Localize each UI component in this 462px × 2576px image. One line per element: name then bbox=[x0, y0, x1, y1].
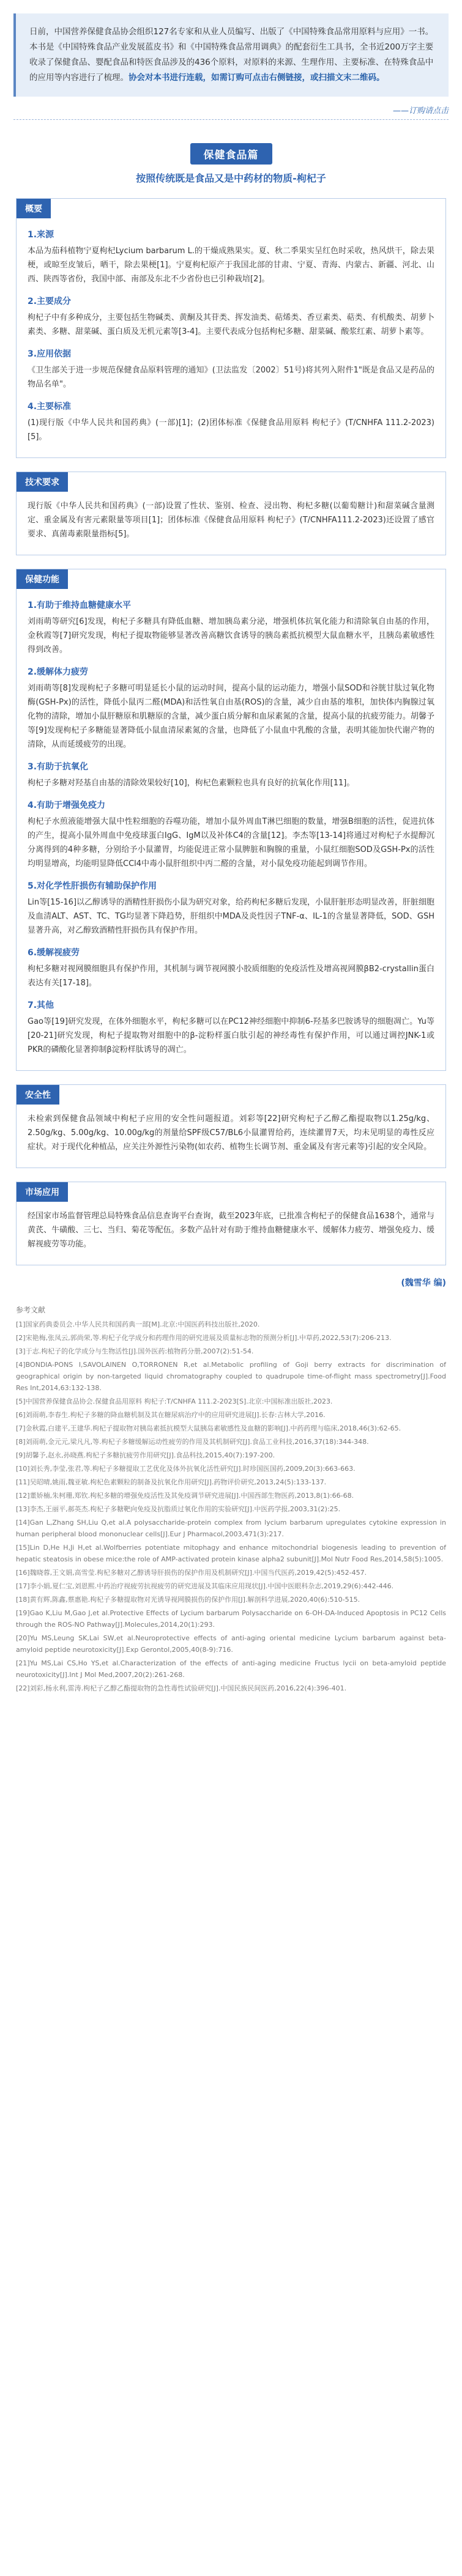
divider bbox=[13, 119, 449, 120]
article-page bbox=[0, 13, 462, 1713]
section-title: 保健功能 bbox=[17, 569, 68, 589]
section-title: 概要 bbox=[17, 199, 51, 218]
paragraph: 刘雨萌等研究[6]发现，枸杞子多糖具有降低血糖、增加胰岛素分泌，增强机体抗氧化能力和清除氧自由基的作用，金秋霞等[7]研究发现，枸杞子提取物能够显著改善高糖饮食诱导的胰岛素抵抗模型大鼠血糖水平，且胰岛素敏感性得到改善。 bbox=[28, 617, 434, 654]
reference-item: [13]李杰,王丽平,郝英杰.枸杞子多糖靶向免疫及抗脂质过氧化作用的实验研究[J].中医药学报,2003,31(2):25. bbox=[16, 1505, 341, 1513]
subheading: 7.其他 bbox=[28, 1001, 54, 1010]
reference-item: [1]国家药典委员会.中华人民共和国药典一部[M].北京:中国医药科技出版社,2020. bbox=[16, 1320, 260, 1328]
intro-text: 日前，中国营养保健食品协会组织127名专家和从业人员编写、出版了《中国特殊食品常用原料与应用》一书。本书是《中国特殊食品产业发展蓝皮书》和《中国特殊食品常用调典》的配套衍生工具书，全书近200万字主要收录了保健食品、婴配食品和特医食品涉及的436个原料，对原料的来源、生理作用、主要标准、在特殊食品中的应用等内容进行了梳理。 bbox=[29, 27, 434, 83]
reference-item: [4]BONDIA-PONS I,SAVOLAINEN O,TORRONEN R,et al.Metabolic profiling of Goji berry extracts for discrimination of geographical origin by non-targeted liquid chromatography coupled to quadrupole time-of-flight mass spectrometry[J].Food Res Int,2014,63:132-138. bbox=[16, 1361, 446, 1392]
reference-item: [22]刘彩,杨永利,雷涛.枸杞子乙醇乙酯提取物的急性毒性试验研究[J].中国民族民间医药,2016,22(4):396-401. bbox=[16, 1684, 347, 1692]
section-title: 市场应用 bbox=[17, 1182, 68, 1202]
reference-item: [15]Lin D,He H,Ji H,et al.Wolfberries potentiate mitophagy and enhance mitochondrial biogenesis leading to prevention of hepatic steatosis in obese mice:the role of AMP-activated protein kinase alpha2 subunit[J].Mol Nutr Food Res,2014,58(5):1005. bbox=[16, 1544, 446, 1563]
reference-item: [6]刘雨萌,李春生.枸杞子多糖的降血糖机制及其在糖尿病治疗中的应用研究进展[J].长春:吉林大学,2016. bbox=[16, 1411, 326, 1419]
paragraph: 枸杞子水煎液能增强大鼠中性粒细胞的吞噬功能，增加小鼠外周血T淋巴细胞的数量，增强B细胞的活性，促进抗体的产生，提高小鼠外周血中免疫球蛋白IgG、IgM以及补体C4的含量[12]。李杰等[13-14]将通过对枸杞子水提醇沉分离得到的4种多糖，分别给予小鼠灌胃，均能促进正常小鼠脾脏和胸腺的重量，小鼠红细胞SOD及GSH-Px的活性均明显增高，均能明显降低CCl4中毒小鼠肝组织中丙二醛的含量，对小鼠免疫功能起到调节作用。 bbox=[28, 817, 434, 868]
subheading: 2.主要成分 bbox=[28, 297, 72, 306]
section-title: 技术要求 bbox=[17, 472, 68, 492]
subheading: 1.来源 bbox=[28, 230, 54, 240]
reference-item: [3]于志.枸杞子的化学成分与生物活性[J].国外医药:植物药分册,2007(2):51-54. bbox=[16, 1347, 254, 1355]
paragraph: 现行版《中华人民共和国药典》(一部)设置了性状、鉴别、检查、浸出物、枸杞多糖(以葡萄糖计)和甜菜碱含量测定、重金属及有害元素限量等项目[1]；团体标准《保健食品用原料 枸杞子》(T/CNHFA111.2-2023)还设置了感官要求、真菌毒素限量指标[5]。 bbox=[28, 502, 434, 539]
reference-item: [21]Yu MS,Lai CS,Ho YS,et al.Characterization of the effects of anti-aging medicine Fructus lycii on beta-amyloid peptide neurotoxicity[J].Int J Mol Med,2007,20(2):261-268. bbox=[16, 1659, 446, 1679]
section-tech bbox=[16, 472, 446, 555]
subheading: 4.有助于增强免疫力 bbox=[28, 801, 106, 810]
reference-item: [20]Yu MS,Leung SK,Lai SW,et al.Neuroprotective effects of anti-aging oriental medicine Lycium barbarum against beta-amyloid peptide neurotoxicity[J].Exp Gerontol,2005,40(8-9):716. bbox=[16, 1634, 446, 1654]
page-title: 保健食品篇 bbox=[190, 143, 272, 165]
reference-item: [8]刘雨萌,金元元,梁凡凡,等.枸杞子多糖缓解运动性疲劳的作用及其机制研究[J].食品工业科技,2016,37(18):344-348. bbox=[16, 1438, 369, 1446]
paragraph: 枸杞多糖对视网膜细胞具有保护作用，其机制与调节视网膜小胶质细胞的免疫活性及增高视网膜βB2-crystallin蛋白表达有关[17-18]。 bbox=[28, 964, 434, 988]
reference-list bbox=[16, 1319, 446, 1694]
reference-item: [18]黄有辉,陈鑫,蔡惠艳.枸杞子多糖提取物对光诱导视网膜损伤的保护作用[J].解剖科学进展,2020,40(6):510-515. bbox=[16, 1596, 360, 1604]
subscribe-link[interactable]: ——订购请点击 bbox=[392, 106, 449, 116]
references bbox=[16, 1305, 446, 1694]
paragraph: 枸杞子多糖对羟基自由基的清除效果较好[10]，枸杞色素颗粒也具有良好的抗氧化作用[11]。 bbox=[28, 779, 355, 788]
editor-signature: (魏雪华 编) bbox=[401, 1278, 446, 1288]
reference-item: [12]董娇楠,朱柯珊,郑钦.枸杞多糖的增强免疫活性及其免疫调节研究进展[J].中国西部生物医药,2013,8(1):66-68. bbox=[16, 1492, 354, 1500]
paragraph: 未检索到保健食品领域中枸杞子应用的安全性问题报道。刘彩等[22]研究枸杞子乙醇乙酯提取物以1.25g/kg、2.50g/kg、5.00g/kg、10.00g/kg的剂量给SPF级C57/BL6小鼠灌胃给药，连续灌胃7天，均未见明显的毒性反应症状。对于现代化种植品，应关注外源性污染物(如农药、植物生长调节剂、重金属及有害元素等)引起的安全风险。 bbox=[28, 1114, 434, 1152]
section-title: 安全性 bbox=[17, 1085, 59, 1105]
paragraph: 刘雨萌等[8]发现枸杞子多糖可明显延长小鼠的运动时间，提高小鼠的运动能力，增强小鼠SOD和谷胱甘肽过氧化物酶(GSH-Px)的活性，降低小鼠丙二醛(MDA)和活性氧自由基(ROS)的含量，减少自由基的堆积，加快体内胸腺过氧化物的清除，增加小鼠肝糖原和肌糖原的含量，减少蛋白质分解和血尿素氮的含量，提高小鼠的抗疲劳能力。胡馨予等[9]发现枸杞子多糖能显著降低小鼠血清尿素氮的含量，也降低了小鼠血中乳酸的含量，表明其能加快代谢产物的清除，从而延缓疲劳的出现。 bbox=[28, 684, 434, 749]
intro-box bbox=[13, 13, 449, 97]
reference-item: [14]Gan L,Zhang SH,Liu Q,et al.A polysaccharide-protein complex from lycium barbarum upregulates cytokine expression in human peripheral blood mononuclear cells[J].Eur J Pharmacol,2003,471(3):217. bbox=[16, 1519, 446, 1538]
intro-highlight-link[interactable]: 协会对本书进行连载，如需订购可点击右侧链接，或扫描文末二维码。 bbox=[129, 73, 385, 83]
paragraph: 《卫生部关于进一步规范保健食品原料管理的通知》(卫法监发〔2002〕51号)将其列入附件1"既是食品又是药品的物品名单"。 bbox=[28, 366, 434, 389]
paragraph: Gao等[19]研究发现，在体外细胞水平，枸杞多糖可以在PC12神经细胞中抑制6-羟基多巴胺诱导的细胞凋亡。Yu等[20-21]研究发现，枸杞子提取物对细胞中的β-淀粉样蛋白肽引起的神经毒性有保护作用，可以通过调控JNK-1或PKR的磷酸化显著抑制β淀粉样肽诱导的凋亡。 bbox=[28, 1017, 434, 1054]
subheading: 2.缓解体力疲劳 bbox=[28, 667, 89, 677]
subheading: 1.有助于维持血糖健康水平 bbox=[28, 601, 132, 610]
subheading: 3.应用依据 bbox=[28, 349, 72, 359]
section-health bbox=[16, 569, 446, 1071]
subheading: 3.有助于抗氧化 bbox=[28, 762, 89, 772]
subheading: 6.缓解视疲劳 bbox=[28, 948, 80, 958]
paragraph: 本品为茄科植物宁夏枸杞Lycium barbarum L.的干燥成熟果实。夏、秋二季果实呈红色时采收，热风烘干，除去果梗，或晾至皮皱后，晒干，除去果梗[1]。宁夏枸杞原产于我国北部的甘肃、宁夏、青海、内蒙古、新疆、河北、山西、陕西等省份，我国中部、南部及东北不少省份也已引种栽培[2]。 bbox=[28, 246, 434, 284]
reference-item: [19]Gao K,Liu M,Gao J,et al.Protective Effects of Lycium barbarum Polysaccharide on 6-OH-DA-Induced Apoptosis in PC12 Cells through the ROS-NO Pathway[J].Molecules,2014,20(1):293. bbox=[16, 1609, 446, 1629]
section-market bbox=[16, 1182, 446, 1265]
references-title: 参考文献 bbox=[16, 1306, 46, 1314]
reference-item: [10]刘长秀,李莹,张君,等.枸杞子多糖提取工艺优化及体外抗氧化活性研究[J].时珍国医国药,2009,20(3):663-663. bbox=[16, 1465, 356, 1473]
paragraph: Lin等[15-16]以乙醇诱导的酒精性肝损伤小鼠为研究对象，给药枸杞多糖后发现，小鼠肝脏形态明显改善，肝脏细胞及血清ALT、AST、TC、TG均显著下降趋势，肝组织中MDA及炎性因子TNF-α、IL-1的含量显著降低，SOD、GSH显著升高，对乙醇致酒精性肝损伤具有保护作用。 bbox=[28, 898, 435, 935]
section-overview bbox=[16, 198, 446, 458]
reference-item: [2]宋艳梅,张凤云,郭尚荣,等.枸杞子化学成分和药理作用的研究进展及质量标志物的预测分析[J].中草药,2022,53(7):206-213. bbox=[16, 1334, 392, 1342]
paragraph: (1)现行版《中华人民共和国药典》(一部)[1]；(2)团体标准《保健食品用原料 枸杞子》(T/CNHFA 111.2-2023)[5]。 bbox=[28, 418, 434, 442]
paragraph: 枸杞子中有多种成分，主要包括生物碱类、黄酮及其苷类、挥发油类、萜烯类、香豆素类、萜类、有机酸类、胡萝卜素类、多糖、甜菜碱、蛋白质及无机元素等[3-4]。主要代表成分包括枸杞多糖、甜菜碱、酸浆红素、胡萝卜素等。 bbox=[28, 313, 434, 336]
subheading: 5.对化学性肝损伤有辅助保护作用 bbox=[28, 881, 157, 891]
subheading: 4.主要标准 bbox=[28, 402, 72, 412]
reference-item: [9]胡馨予,赵永,孙晓燕.枸杞子多糖抗疲劳作用研究[J].食品科技,2015,40(7):197-200. bbox=[16, 1451, 275, 1459]
page-subtitle: 按照传统既是食品又是中药材的物质-枸杞子 bbox=[136, 172, 326, 184]
reference-item: [5]中国营养保健食品协会.保健食品用原料 枸杞子:T/CNHFA 111.2-2023[S].北京:中国标准出版社,2023. bbox=[16, 1397, 333, 1405]
title-block bbox=[0, 143, 462, 185]
paragraph: 经国家市场监督管理总局特殊食品信息查询平台查询，截至2023年底，已批准含枸杞子的保健食品1638个，通常与黄芪、牛磺酸、三七、当归、菊花等配伍。多数产品针对有助于维持血糖健康水平、缓解体力疲劳、增强免疫力、缓解视疲劳等功能。 bbox=[28, 1212, 434, 1249]
reference-item: [11]吴昭晴,姚雨,魏亚敏.枸杞色素颗粒的制备及抗氧化作用研究[J].药物评价研究,2013,24(5):133-137. bbox=[16, 1478, 327, 1486]
section-safety bbox=[16, 1084, 446, 1168]
reference-item: [17]李小娟,夏仁宝,刘恩熙.中药治疗视疲劳抗视疲劳的研究进展及其临床应用现状[J].中国中医眼科杂志,2019,29(6):442-446. bbox=[16, 1582, 394, 1590]
reference-item: [7]金秋霞,白建平,王建华.枸杞子提取物对胰岛素抵抗模型大鼠胰岛素敏感性及血糖的影响[J].中药药理与临床,2018,46(3):62-65. bbox=[16, 1424, 401, 1432]
reference-item: [16]魏晓蓉,王文娟,高雪莹.枸杞多糖对乙醇诱导肝损伤的保护作用及机制研究[J].中国当代医药,2019,42(5):452-457. bbox=[16, 1569, 367, 1577]
